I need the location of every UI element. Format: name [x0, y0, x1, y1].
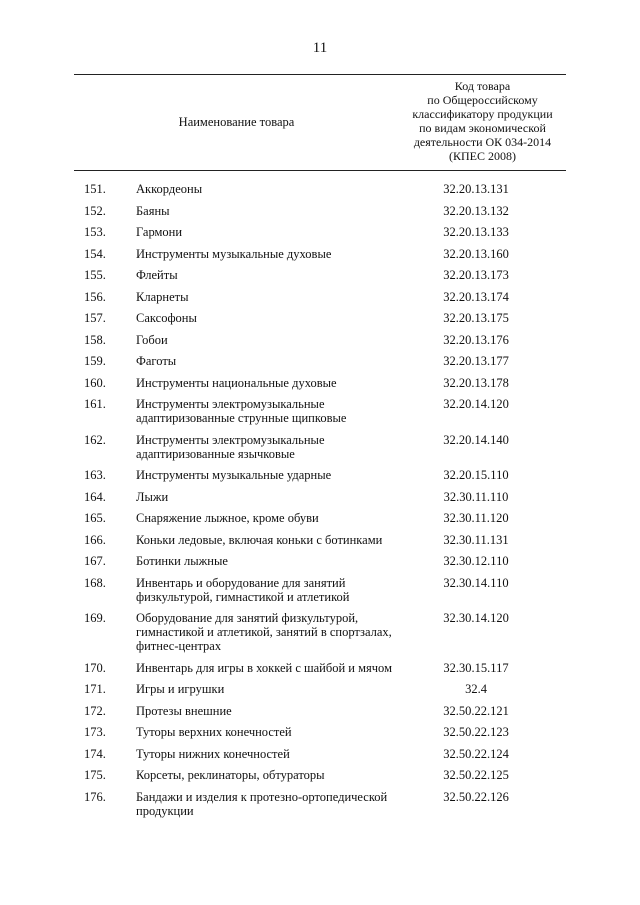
row-product-code: 32.20.13.174 — [443, 289, 509, 304]
row-product-code: 32.30.11.110 — [443, 489, 509, 504]
table-row — [74, 554, 566, 568]
table-row — [74, 354, 566, 368]
table-row — [74, 576, 566, 604]
row-number: 151. — [84, 182, 106, 196]
row-number: 154. — [84, 246, 106, 261]
table-row — [74, 682, 566, 696]
goods-table — [74, 74, 566, 818]
row-number: 174. — [84, 746, 106, 761]
row-product-name: Гармони — [136, 225, 183, 239]
row-product-code: 32.30.11.120 — [443, 511, 509, 525]
table-row — [74, 225, 566, 239]
table-row — [74, 290, 566, 304]
row-product-code: 32.20.13.133 — [443, 225, 509, 239]
row-number: 167. — [84, 554, 106, 568]
table-row — [74, 533, 566, 547]
table-row — [74, 611, 566, 653]
row-product-code: 32.20.13.175 — [443, 311, 509, 325]
row-number: 159. — [84, 354, 106, 368]
row-product-code: 32.20.13.132 — [443, 203, 509, 218]
row-product-name: Ботинки лыжные — [136, 554, 228, 568]
row-product-code: 32.20.13.176 — [443, 332, 509, 347]
row-product-name: Кларнеты — [136, 289, 189, 304]
row-product-name: Фаготы — [136, 354, 177, 368]
row-product-name: Туторы верхних конечностей — [136, 725, 292, 739]
row-product-code: 32.30.12.110 — [443, 554, 509, 568]
row-product-name: Инструменты музыкальные духовые — [136, 246, 332, 261]
row-product-code: 32.30.11.131 — [443, 532, 509, 547]
table-row — [74, 182, 566, 196]
table-row — [74, 433, 566, 461]
row-number: 157. — [84, 311, 106, 325]
row-product-name: Коньки ледовые, включая коньки с ботинками — [136, 532, 383, 547]
table-header — [74, 74, 566, 171]
row-number: 164. — [84, 489, 106, 504]
row-product-code: 32.20.13.160 — [443, 246, 509, 261]
table-row — [74, 333, 566, 347]
row-product-name: Туторы нижних конечностей — [136, 746, 290, 761]
row-product-code: 32.20.15.110 — [443, 468, 509, 482]
table-row — [74, 376, 566, 390]
row-product-code: 32.20.13.131 — [443, 182, 509, 196]
row-number: 168. — [84, 575, 106, 590]
row-product-code: 32.20.13.177 — [443, 354, 509, 368]
row-product-code: 32.30.14.120 — [443, 611, 509, 625]
row-product-code: 32.50.22.121 — [443, 703, 509, 718]
header-name-column: Наименование товара — [178, 115, 295, 129]
row-product-code: 32.20.14.140 — [443, 432, 509, 447]
table-row — [74, 768, 566, 782]
row-product-name: Бандажи и изделия к протезно-ортопедической продукции — [136, 789, 388, 818]
table-body — [74, 182, 566, 825]
row-product-code: 32.30.15.117 — [443, 660, 509, 675]
table-row — [74, 490, 566, 504]
table-row — [74, 661, 566, 675]
row-number: 166. — [84, 532, 106, 547]
row-product-code: 32.30.14.110 — [443, 575, 509, 590]
row-number: 176. — [84, 789, 106, 804]
row-product-code: 32.4 — [465, 682, 487, 696]
row-number: 175. — [84, 768, 106, 782]
table-row — [74, 747, 566, 761]
row-product-name: Инструменты электромузыкальные адаптиризованные струнные щипковые — [136, 397, 347, 425]
row-product-code: 32.50.22.126 — [443, 789, 509, 804]
row-number: 170. — [84, 660, 106, 675]
row-number: 156. — [84, 289, 106, 304]
row-product-name: Протезы внешние — [136, 703, 232, 718]
page-number: 11 — [312, 40, 328, 56]
row-number: 163. — [84, 468, 106, 482]
row-product-name: Инвентарь и оборудование для занятий физкультурой, гимнастикой и атлетикой — [136, 575, 350, 604]
row-product-code: 32.20.14.120 — [443, 397, 509, 411]
row-number: 152. — [84, 203, 106, 218]
row-number: 165. — [84, 511, 106, 525]
row-product-name: Инвентарь для игры в хоккей с шайбой и мячом — [136, 660, 392, 675]
table-row — [74, 790, 566, 818]
row-number: 158. — [84, 332, 106, 347]
row-product-code: 32.50.22.125 — [443, 768, 509, 782]
row-product-code: 32.50.22.124 — [443, 746, 509, 761]
row-number: 169. — [84, 611, 106, 625]
row-product-name: Лыжи — [136, 489, 169, 504]
row-product-code: 32.20.13.178 — [443, 375, 509, 390]
row-product-name: Игры и игрушки — [136, 682, 225, 696]
row-product-name: Инструменты электромузыкальные адаптиризованные язычковые — [136, 432, 325, 461]
row-product-name: Инструменты музыкальные ударные — [136, 468, 332, 482]
row-product-name: Оборудование для занятий физкультурой, гимнастикой и атлетикой, занятий в спортзалах, фитнес-центрах — [136, 611, 392, 653]
row-number: 155. — [84, 268, 106, 282]
row-product-name: Инструменты национальные духовые — [136, 375, 337, 390]
row-number: 161. — [84, 397, 106, 411]
row-number: 153. — [84, 225, 106, 239]
row-product-name: Саксофоны — [136, 311, 197, 325]
row-number: 160. — [84, 375, 106, 390]
row-number: 162. — [84, 432, 106, 447]
table-row — [74, 468, 566, 482]
row-product-code: 32.20.13.173 — [443, 268, 509, 282]
row-product-name: Снаряжение лыжное, кроме обуви — [136, 511, 319, 525]
table-row — [74, 311, 566, 325]
table-row — [74, 397, 566, 425]
row-product-code: 32.50.22.123 — [443, 725, 509, 739]
table-row — [74, 725, 566, 739]
table-row — [74, 511, 566, 525]
table-row — [74, 204, 566, 218]
header-code-column: Код товара по Общероссийскому классификатору продукции по видам экономической деятельности ОК 034-2014 (КПЕС 2008) — [412, 79, 553, 163]
row-product-name: Корсеты, реклинаторы, обтураторы — [136, 768, 325, 782]
table-row — [74, 247, 566, 261]
row-product-name: Гобои — [136, 332, 168, 347]
row-product-name: Флейты — [136, 268, 178, 282]
table-row — [74, 704, 566, 718]
row-number: 172. — [84, 703, 106, 718]
row-product-name: Аккордеоны — [136, 182, 203, 196]
table-row — [74, 268, 566, 282]
row-number: 171. — [84, 682, 106, 696]
row-number: 173. — [84, 725, 106, 739]
row-product-name: Баяны — [136, 203, 170, 218]
